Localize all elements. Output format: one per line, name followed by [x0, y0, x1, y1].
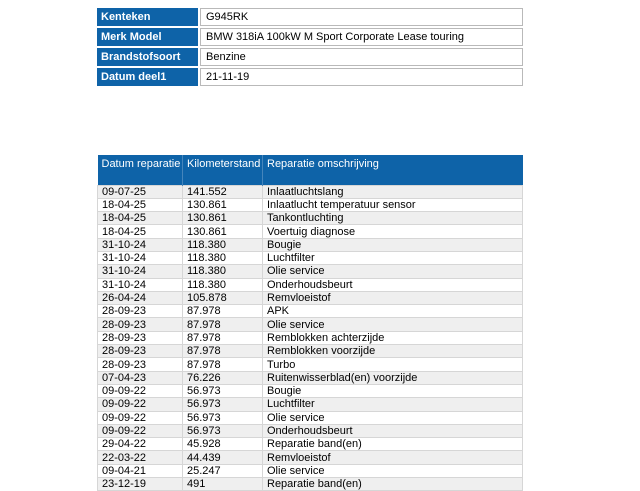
repair-kilometers: 44.439 — [183, 451, 263, 464]
repair-row — [98, 251, 523, 264]
repair-date: 31-10-24 — [98, 251, 183, 264]
repair-description: Tankontluchting — [263, 212, 523, 225]
repair-description: Olie service — [263, 411, 523, 424]
repair-description: Reparatie band(en) — [263, 438, 523, 451]
repair-row — [98, 424, 523, 437]
repair-row — [98, 345, 523, 358]
repair-date: 31-10-24 — [98, 265, 183, 278]
repair-kilometers: 118.380 — [183, 238, 263, 251]
vehicle-info-row — [97, 8, 523, 26]
repair-row — [98, 371, 523, 384]
repair-kilometers: 87.978 — [183, 305, 263, 318]
repair-date: 28-09-23 — [98, 305, 183, 318]
vehicle-info-label: Merk Model — [97, 28, 198, 46]
repair-kilometers: 87.978 — [183, 345, 263, 358]
vehicle-info-row — [97, 28, 523, 46]
repair-date: 09-09-22 — [98, 424, 183, 437]
repair-date: 28-09-23 — [98, 358, 183, 371]
vehicle-info-row — [97, 68, 523, 86]
vehicle-info-row — [97, 48, 523, 66]
repair-kilometers: 491 — [183, 478, 263, 491]
repair-kilometers: 56.973 — [183, 398, 263, 411]
repair-date: 22-03-22 — [98, 451, 183, 464]
column-header-date: Datum reparatie — [98, 155, 183, 185]
repair-row — [98, 398, 523, 411]
repair-row — [98, 291, 523, 304]
vehicle-info-value: BMW 318iA 100kW M Sport Corporate Lease touring — [200, 28, 523, 46]
repair-description: Luchtfilter — [263, 251, 523, 264]
repair-kilometers: 118.380 — [183, 265, 263, 278]
repair-kilometers: 130.861 — [183, 198, 263, 211]
vehicle-info-value: Benzine — [200, 48, 523, 66]
repair-date: 28-09-23 — [98, 318, 183, 331]
column-header-kilometers: Kilometerstand — [183, 155, 263, 185]
repair-kilometers: 45.928 — [183, 438, 263, 451]
repair-kilometers: 87.978 — [183, 358, 263, 371]
repair-row — [98, 278, 523, 291]
repair-row — [98, 265, 523, 278]
repair-description: Ruitenwisserblad(en) voorzijde — [263, 371, 523, 384]
repair-description: Olie service — [263, 265, 523, 278]
repair-description: Reparatie band(en) — [263, 478, 523, 491]
repair-header-row — [98, 155, 523, 185]
repair-row — [98, 198, 523, 211]
repair-row — [98, 225, 523, 238]
repair-date: 09-09-22 — [98, 411, 183, 424]
repair-description: Turbo — [263, 358, 523, 371]
repair-row — [98, 478, 523, 491]
repair-description: Remblokken achterzijde — [263, 331, 523, 344]
repair-date: 26-04-24 — [98, 291, 183, 304]
repair-kilometers: 141.552 — [183, 185, 263, 198]
repair-kilometers: 118.380 — [183, 278, 263, 291]
repair-date: 18-04-25 — [98, 212, 183, 225]
vehicle-info-label: Brandstofsoort — [97, 48, 198, 66]
repair-date: 09-09-22 — [98, 384, 183, 397]
repair-description: Remvloeistof — [263, 451, 523, 464]
repair-date: 09-07-25 — [98, 185, 183, 198]
repair-date: 07-04-23 — [98, 371, 183, 384]
repair-kilometers: 130.861 — [183, 225, 263, 238]
repair-description: Luchtfilter — [263, 398, 523, 411]
repair-date: 18-04-25 — [98, 225, 183, 238]
repair-date: 23-12-19 — [98, 478, 183, 491]
vehicle-info-label: Kenteken — [97, 8, 198, 26]
repair-date: 18-04-25 — [98, 198, 183, 211]
repair-kilometers: 56.973 — [183, 424, 263, 437]
vehicle-info-label: Datum deel1 — [97, 68, 198, 86]
repair-row — [98, 318, 523, 331]
repair-date: 28-09-23 — [98, 331, 183, 344]
repair-description: Onderhoudsbeurt — [263, 424, 523, 437]
repair-row — [98, 305, 523, 318]
repair-description: Remvloeistof — [263, 291, 523, 304]
repair-date: 09-04-21 — [98, 464, 183, 477]
repair-history-table — [97, 155, 523, 491]
repair-kilometers: 25.247 — [183, 464, 263, 477]
repair-row — [98, 212, 523, 225]
repair-kilometers: 130.861 — [183, 212, 263, 225]
repair-row — [98, 331, 523, 344]
repair-date: 31-10-24 — [98, 238, 183, 251]
repair-kilometers: 87.978 — [183, 331, 263, 344]
repair-description: Onderhoudsbeurt — [263, 278, 523, 291]
repair-kilometers: 87.978 — [183, 318, 263, 331]
repair-date: 09-09-22 — [98, 398, 183, 411]
repair-row — [98, 411, 523, 424]
repair-row — [98, 185, 523, 198]
repair-description: Voertuig diagnose — [263, 225, 523, 238]
repair-description: APK — [263, 305, 523, 318]
column-header-description: Reparatie omschrijving — [263, 155, 523, 185]
repair-date: 29-04-22 — [98, 438, 183, 451]
repair-row — [98, 238, 523, 251]
repair-kilometers: 76.226 — [183, 371, 263, 384]
repair-row — [98, 451, 523, 464]
repair-description: Olie service — [263, 464, 523, 477]
repair-kilometers: 56.973 — [183, 411, 263, 424]
repair-description: Bougie — [263, 384, 523, 397]
vehicle-info-table — [95, 6, 525, 88]
repair-kilometers: 118.380 — [183, 251, 263, 264]
repair-row — [98, 464, 523, 477]
repair-row — [98, 438, 523, 451]
repair-description: Remblokken voorzijde — [263, 345, 523, 358]
repair-row — [98, 384, 523, 397]
repair-kilometers: 56.973 — [183, 384, 263, 397]
repair-date: 31-10-24 — [98, 278, 183, 291]
vehicle-info-value: 21-11-19 — [200, 68, 523, 86]
repair-description: Inlaatlucht temperatuur sensor — [263, 198, 523, 211]
vehicle-info-value: G945RK — [200, 8, 523, 26]
repair-description: Olie service — [263, 318, 523, 331]
repair-row — [98, 358, 523, 371]
repair-description: Bougie — [263, 238, 523, 251]
repair-date: 28-09-23 — [98, 345, 183, 358]
repair-description: Inlaatluchtslang — [263, 185, 523, 198]
repair-kilometers: 105.878 — [183, 291, 263, 304]
